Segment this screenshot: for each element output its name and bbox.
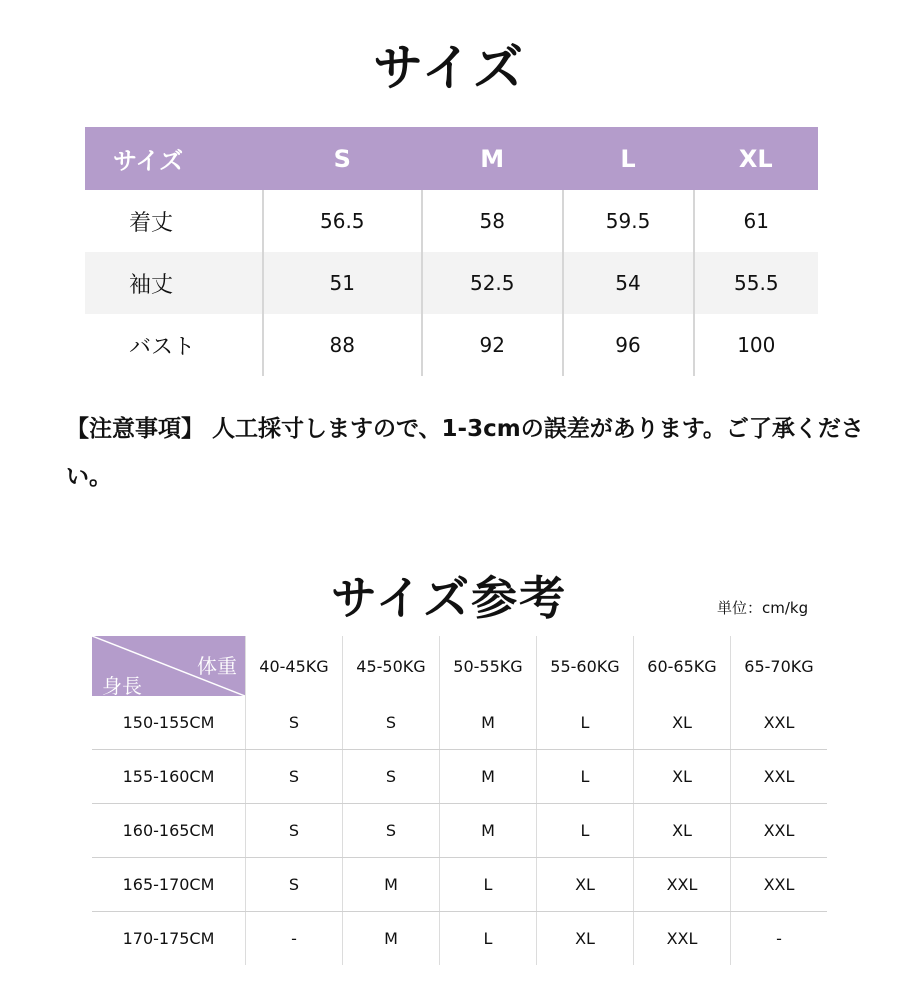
table-cell: XXL [731, 750, 828, 804]
table-cell: XXL [731, 696, 828, 750]
table-cell: S [246, 750, 343, 804]
unit-label: 単位：cm/kg [717, 599, 809, 617]
table-cell: 88 [263, 314, 422, 376]
weight-header: 65-70KG [731, 636, 828, 696]
table-row [85, 190, 818, 252]
size-header-xl: XL [694, 127, 818, 190]
table-cell: 96 [563, 314, 694, 376]
reference-title: サイズ参考 [330, 571, 568, 625]
corner-weight-label: 体重 [197, 654, 237, 678]
table-cell: S [246, 696, 343, 750]
size-header-m: M [422, 127, 563, 190]
table-cell: L [440, 912, 537, 966]
table-cell: 54 [563, 252, 694, 314]
row-label: バスト [129, 334, 196, 360]
size-reference-table [92, 636, 827, 965]
table-cell: XXL [731, 804, 828, 858]
size-header-l: L [563, 127, 694, 190]
weight-header: 60-65KG [634, 636, 731, 696]
table-cell: M [440, 750, 537, 804]
table-cell: 55.5 [694, 252, 818, 314]
table-row [92, 912, 827, 966]
table-cell: 56.5 [263, 190, 422, 252]
table-row [92, 804, 827, 858]
table-cell: 61 [694, 190, 818, 252]
weight-header: 50-55KG [440, 636, 537, 696]
table-row [85, 252, 818, 314]
height-label: 155-160CM [92, 750, 246, 804]
weight-header: 55-60KG [537, 636, 634, 696]
table-cell: 59.5 [563, 190, 694, 252]
table-cell: 58 [422, 190, 563, 252]
table-cell: M [440, 804, 537, 858]
size-table-header [85, 127, 818, 190]
table-cell: XXL [634, 912, 731, 966]
row-label: 着丈 [129, 210, 174, 236]
notice-text: 【注意事項】 人工採寸しますので、1-3cmの誤差があります。ご了承ください。 [66, 416, 864, 490]
table-cell: XL [634, 804, 731, 858]
weight-header: 40-45KG [246, 636, 343, 696]
table-cell: S [343, 804, 440, 858]
table-cell: - [731, 912, 828, 966]
table-cell: L [537, 696, 634, 750]
table-cell: M [343, 858, 440, 912]
table-cell: XL [537, 858, 634, 912]
height-label: 150-155CM [92, 696, 246, 750]
row-label: 袖丈 [85, 252, 263, 314]
table-row [85, 314, 818, 376]
table-cell: S [343, 696, 440, 750]
table-cell: L [440, 858, 537, 912]
height-label: 170-175CM [122, 929, 215, 948]
height-label: 165-170CM [92, 858, 246, 912]
table-cell: 100 [694, 314, 818, 376]
size-header-s: S [263, 127, 422, 190]
table-cell: XXL [634, 858, 731, 912]
table-cell: M [343, 912, 440, 966]
table-cell: L [537, 804, 634, 858]
table-cell: 51 [263, 252, 422, 314]
table-cell: 92 [422, 314, 563, 376]
table-cell: XL [634, 750, 731, 804]
table-row [92, 858, 827, 912]
table-cell: L [537, 750, 634, 804]
table-cell: S [246, 804, 343, 858]
table-row [92, 750, 827, 804]
size-table [85, 127, 818, 376]
weight-header: 45-50KG [343, 636, 440, 696]
corner-header [92, 636, 246, 696]
table-cell: 52.5 [422, 252, 563, 314]
table-cell: - [246, 912, 343, 966]
table-row [92, 696, 827, 750]
height-label: 160-165CM [92, 804, 246, 858]
table-cell: M [440, 696, 537, 750]
table-cell: S [343, 750, 440, 804]
table-cell: S [246, 858, 343, 912]
table-cell: XXL [731, 858, 828, 912]
size-title: サイズ [373, 39, 525, 97]
table-cell: XL [537, 912, 634, 966]
table-cell: XL [634, 696, 731, 750]
reference-header-row [92, 636, 827, 696]
corner-height-label: 身長 [102, 674, 142, 696]
size-header-label: サイズ [85, 127, 263, 190]
